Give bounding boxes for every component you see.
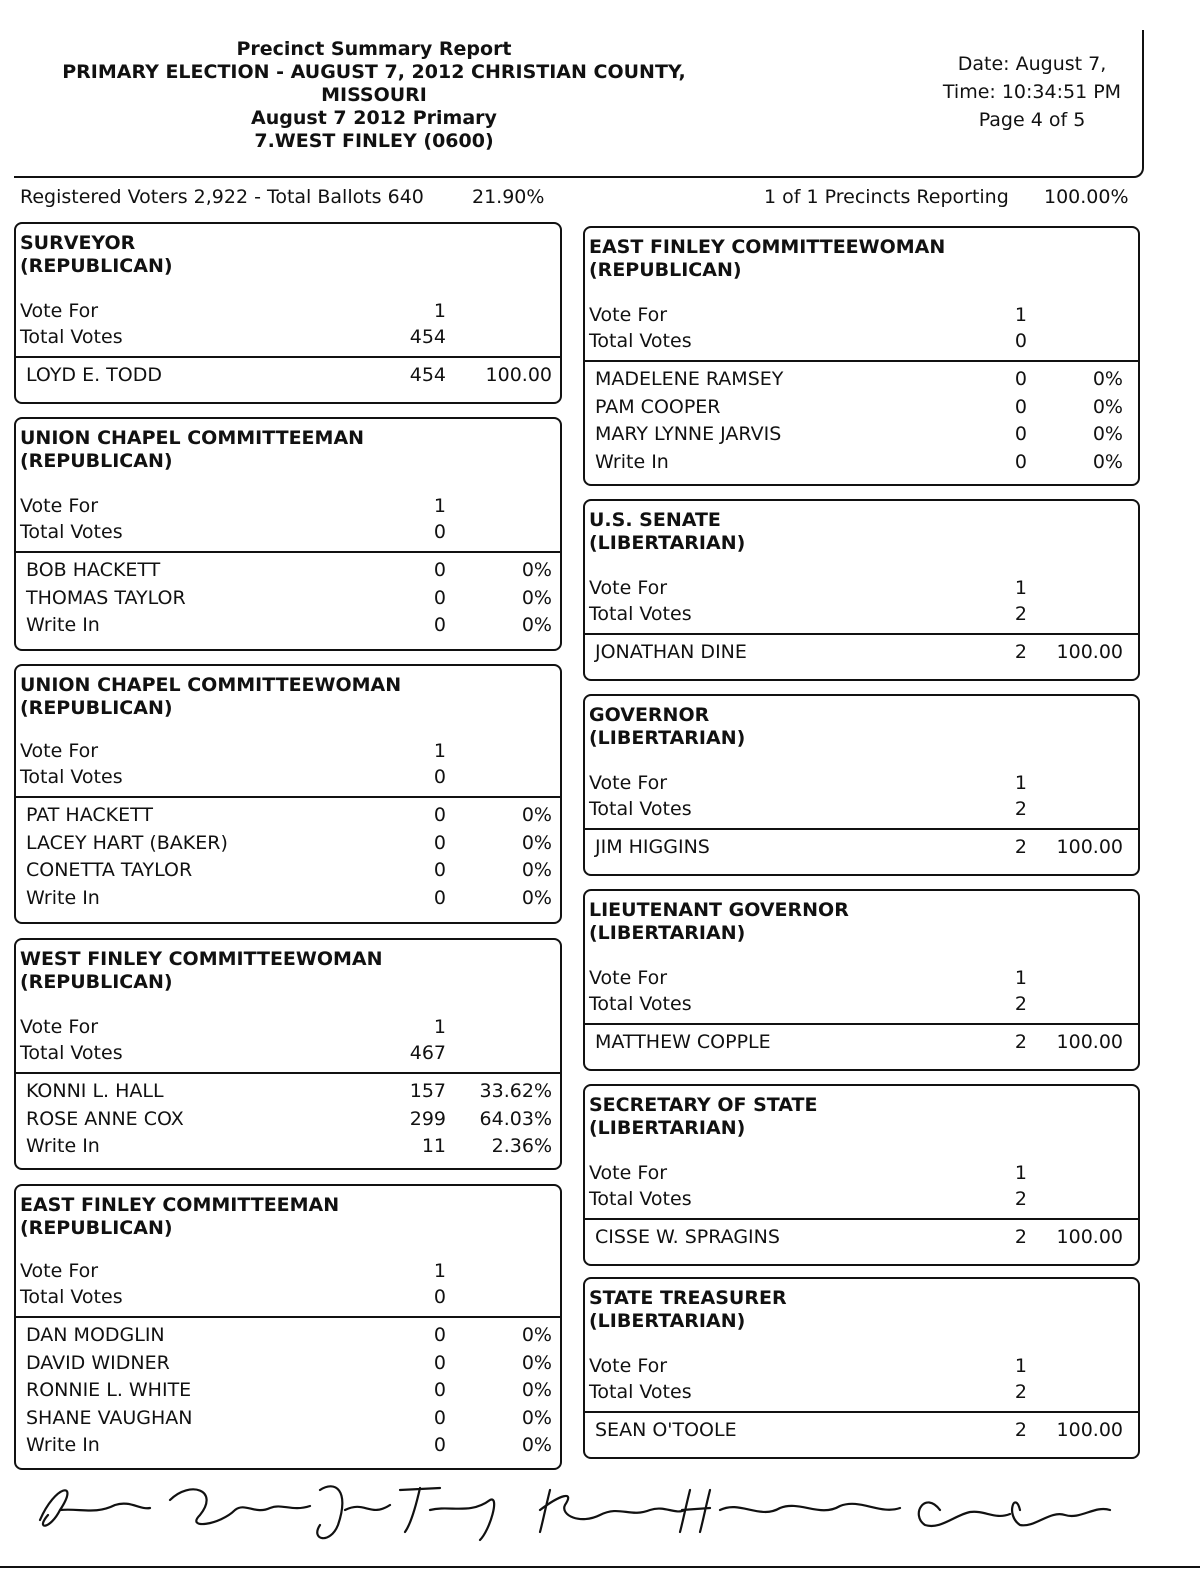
race-title <box>585 1279 1138 1333</box>
race-meta <box>585 1353 1138 1405</box>
candidate-pct: 0% <box>521 559 552 581</box>
candidate-votes: 2 <box>1014 1031 1027 1053</box>
candidate-row <box>585 449 1138 477</box>
race-party: (REPUBLICAN) <box>20 697 173 719</box>
candidate-pct: 0% <box>1092 395 1123 418</box>
candidate-pct: 100.00 <box>1056 836 1123 858</box>
report-time: Time: 10:34:51 PM <box>942 81 1122 103</box>
total-votes-value: 0 <box>1014 330 1027 352</box>
race-meta <box>585 1160 1138 1212</box>
race-meta <box>585 575 1138 627</box>
candidate-name: JIM HIGGINS <box>595 836 710 858</box>
candidate-name: Write In <box>26 1434 100 1456</box>
candidate-votes: 0 <box>1014 423 1027 445</box>
candidate-row <box>16 585 560 613</box>
candidate-pct: 0% <box>521 1434 552 1456</box>
candidate-row <box>585 421 1138 449</box>
race-meta <box>16 738 560 790</box>
candidate-row <box>16 885 560 913</box>
candidate-row <box>16 1078 560 1106</box>
total-votes-label: Total Votes <box>589 798 692 820</box>
candidate-row <box>585 834 1138 862</box>
candidate-votes: 2 <box>1014 1226 1027 1248</box>
vote-for-label: Vote For <box>589 304 668 326</box>
report-meta <box>932 50 1132 134</box>
vote-for-label: Vote For <box>20 300 99 322</box>
primary-name: August 7 2012 Primary <box>251 107 497 129</box>
candidate-row <box>16 830 560 858</box>
candidate-votes: 0 <box>433 859 446 881</box>
vote-for-value: 1 <box>1014 1355 1027 1377</box>
vote-for-value: 1 <box>1014 1162 1027 1184</box>
candidate-list <box>16 798 560 912</box>
candidate-name: RONNIE L. WHITE <box>26 1379 192 1401</box>
race-box <box>583 1084 1140 1266</box>
candidate-name: Write In <box>26 1135 100 1157</box>
candidate-row <box>16 1350 560 1378</box>
candidate-pct: 0% <box>521 586 552 609</box>
vote-for-value: 1 <box>1014 577 1027 599</box>
total-votes-label: Total Votes <box>589 330 692 352</box>
race-meta <box>16 298 560 350</box>
total-votes-value: 2 <box>1014 1381 1027 1403</box>
candidate-list <box>585 1220 1138 1252</box>
candidate-row <box>16 1133 560 1161</box>
candidate-votes: 0 <box>433 1434 446 1456</box>
candidate-row <box>16 857 560 885</box>
candidate-row <box>16 1405 560 1433</box>
candidate-list <box>16 358 560 390</box>
vote-for-label: Vote For <box>20 740 99 762</box>
race-box <box>14 938 562 1170</box>
report-date: Date: August 7, <box>957 53 1107 75</box>
vote-for-label: Vote For <box>589 772 668 794</box>
candidate-row <box>16 1377 560 1405</box>
total-votes-value: 2 <box>1014 603 1027 625</box>
race-party: (LIBERTARIAN) <box>589 727 746 749</box>
candidate-name: DAN MODGLIN <box>26 1324 165 1346</box>
total-votes-value: 454 <box>409 326 446 348</box>
candidate-votes: 0 <box>1014 450 1027 473</box>
vote-for-value: 1 <box>1014 772 1027 794</box>
total-votes-label: Total Votes <box>20 326 123 348</box>
vote-for-value: 1 <box>1014 304 1027 326</box>
candidate-row <box>16 1432 560 1460</box>
race-title <box>16 666 560 720</box>
race-meta <box>585 770 1138 822</box>
candidate-votes: 0 <box>433 831 446 854</box>
candidate-list <box>585 830 1138 862</box>
candidate-pct: 0% <box>521 804 552 826</box>
race-meta <box>585 965 1138 1017</box>
vote-for-label: Vote For <box>20 1016 99 1038</box>
candidate-list <box>16 1074 560 1161</box>
vote-for-value: 1 <box>433 1260 446 1282</box>
candidate-pct: 33.62% <box>479 1080 552 1102</box>
candidate-list <box>16 1318 560 1460</box>
total-votes-label: Total Votes <box>20 1042 123 1064</box>
election-name: PRIMARY ELECTION - AUGUST 7, 2012 CHRISTIAN COUNTY, <box>62 61 686 83</box>
candidate-pct: 0% <box>521 1406 552 1429</box>
candidate-pct: 0% <box>521 1379 552 1401</box>
race-party: (REPUBLICAN) <box>20 450 173 472</box>
candidate-votes: 0 <box>433 614 446 636</box>
candidate-pct: 0% <box>521 859 552 881</box>
race-box <box>583 1277 1140 1459</box>
race-title <box>585 228 1138 282</box>
race-box <box>14 417 562 651</box>
race-office: STATE TREASURER <box>589 1287 787 1309</box>
race-party: (REPUBLICAN) <box>20 971 173 993</box>
candidate-name: MARY LYNNE JARVIS <box>595 423 782 445</box>
candidate-pct: 100.00 <box>1056 1031 1123 1053</box>
vote-for-label: Vote For <box>20 495 99 517</box>
race-office: EAST FINLEY COMMITTEEMAN <box>20 1194 340 1216</box>
race-title <box>16 940 560 994</box>
candidate-votes: 2 <box>1014 1419 1027 1441</box>
candidate-votes: 0 <box>1014 368 1027 390</box>
race-box <box>14 664 562 924</box>
candidate-pct: 0% <box>521 1351 552 1374</box>
candidate-votes: 0 <box>433 1379 446 1401</box>
reporting-pct: 100.00% <box>1044 186 1129 208</box>
candidate-votes: 11 <box>421 1135 446 1157</box>
candidate-name: MADELENE RAMSEY <box>595 368 784 390</box>
candidate-pct: 100.00 <box>1056 1226 1123 1248</box>
candidate-row <box>16 1106 560 1134</box>
vote-for-value: 1 <box>433 740 446 762</box>
race-party: (LIBERTARIAN) <box>589 922 746 944</box>
candidate-row <box>585 1417 1138 1445</box>
race-meta <box>585 302 1138 354</box>
candidate-votes: 2 <box>1014 641 1027 663</box>
candidate-list <box>585 1025 1138 1057</box>
vote-for-value: 1 <box>1014 967 1027 989</box>
candidate-row <box>585 394 1138 422</box>
total-votes-label: Total Votes <box>20 1286 123 1308</box>
candidate-row <box>585 1029 1138 1057</box>
race-office: SECRETARY OF STATE <box>589 1094 818 1116</box>
candidate-votes: 0 <box>433 559 446 581</box>
candidate-pct: 100.00 <box>485 364 552 386</box>
candidate-name: ROSE ANNE COX <box>26 1107 184 1130</box>
race-meta <box>16 1258 560 1310</box>
candidate-name: KONNI L. HALL <box>26 1080 164 1102</box>
signature-scribbles <box>20 1470 1140 1560</box>
candidate-list <box>585 1413 1138 1445</box>
race-box <box>583 226 1140 486</box>
candidate-name: Write In <box>595 450 669 473</box>
candidate-row <box>585 639 1138 667</box>
race-office: LIEUTENANT GOVERNOR <box>589 899 849 921</box>
race-box <box>583 889 1140 1071</box>
race-party: (REPUBLICAN) <box>589 259 742 281</box>
race-meta <box>16 493 560 545</box>
candidate-list <box>585 635 1138 667</box>
race-title <box>585 696 1138 750</box>
candidate-pct: 0% <box>1092 368 1123 390</box>
candidate-votes: 0 <box>433 804 446 826</box>
race-office: SURVEYOR <box>20 232 136 254</box>
report-title-block <box>14 30 734 153</box>
candidate-votes: 0 <box>433 1324 446 1346</box>
candidate-list <box>585 362 1138 476</box>
candidate-name: JONATHAN DINE <box>595 641 747 663</box>
candidate-row <box>16 802 560 830</box>
election-state: MISSOURI <box>321 84 427 106</box>
candidate-name: DAVID WIDNER <box>26 1351 170 1374</box>
vote-for-value: 1 <box>433 1016 446 1038</box>
candidate-name: SHANE VAUGHAN <box>26 1406 193 1429</box>
race-office: GOVERNOR <box>589 704 710 726</box>
candidate-name: CONETTA TAYLOR <box>26 859 193 881</box>
candidate-row <box>16 557 560 585</box>
vote-for-label: Vote For <box>589 1355 668 1377</box>
candidate-votes: 0 <box>1014 395 1027 418</box>
candidate-name: PAT HACKETT <box>26 804 153 826</box>
total-votes-value: 467 <box>409 1042 446 1064</box>
precincts-reporting: 1 of 1 Precincts Reporting <box>764 186 1009 208</box>
registered-voters: Registered Voters 2,922 - Total Ballots 640 <box>20 186 424 208</box>
race-title <box>16 1186 560 1240</box>
total-votes-label: Total Votes <box>589 1381 692 1403</box>
precinct-name: 7.WEST FINLEY (0600) <box>254 130 494 152</box>
total-votes-value: 0 <box>433 766 446 788</box>
race-box <box>583 499 1140 681</box>
total-votes-value: 2 <box>1014 1188 1027 1210</box>
report-title: Precinct Summary Report <box>236 38 512 60</box>
candidate-name: Write In <box>26 614 100 636</box>
vote-for-label: Vote For <box>589 577 668 599</box>
total-votes-label: Total Votes <box>589 993 692 1015</box>
total-votes-label: Total Votes <box>20 766 123 788</box>
race-office: UNION CHAPEL COMMITTEEWOMAN <box>20 674 402 696</box>
candidate-name: LACEY HART (BAKER) <box>26 831 228 854</box>
race-box <box>14 222 562 404</box>
candidate-name: MATTHEW COPPLE <box>595 1031 771 1053</box>
candidate-pct: 0% <box>521 614 552 636</box>
candidate-votes: 299 <box>409 1107 446 1130</box>
candidate-pct: 0% <box>521 1324 552 1346</box>
vote-for-value: 1 <box>433 495 446 517</box>
turnout-pct: 21.90% <box>472 186 545 208</box>
race-title <box>585 891 1138 945</box>
total-votes-value: 2 <box>1014 798 1027 820</box>
race-title <box>585 1086 1138 1140</box>
race-party: (LIBERTARIAN) <box>589 1117 746 1139</box>
candidate-votes: 0 <box>433 1351 446 1374</box>
race-box <box>14 1184 562 1470</box>
page-number: Page 4 of 5 <box>978 109 1086 131</box>
candidate-list <box>16 553 560 640</box>
candidate-name: CISSE W. SPRAGINS <box>595 1226 780 1248</box>
candidate-row <box>16 612 560 640</box>
race-office: UNION CHAPEL COMMITTEEMAN <box>20 427 365 449</box>
candidate-pct: 0% <box>1092 423 1123 445</box>
vote-for-label: Vote For <box>589 967 668 989</box>
race-party: (REPUBLICAN) <box>20 1217 173 1239</box>
candidate-name: LOYD E. TODD <box>26 364 163 386</box>
candidate-votes: 454 <box>409 364 446 386</box>
candidate-pct: 2.36% <box>491 1135 552 1157</box>
race-office: WEST FINLEY COMMITTEEWOMAN <box>20 948 383 970</box>
report-header <box>14 30 1144 178</box>
race-meta <box>16 1014 560 1066</box>
total-votes-value: 0 <box>433 1286 446 1308</box>
total-votes-value: 2 <box>1014 993 1027 1015</box>
candidate-row <box>585 366 1138 394</box>
candidate-row <box>585 1224 1138 1252</box>
race-party: (REPUBLICAN) <box>20 255 173 277</box>
race-office: EAST FINLEY COMMITTEEWOMAN <box>589 236 946 258</box>
total-votes-label: Total Votes <box>589 603 692 625</box>
candidate-votes: 0 <box>433 886 446 909</box>
race-party: (LIBERTARIAN) <box>589 532 746 554</box>
candidate-name: SEAN O'TOOLE <box>595 1419 737 1441</box>
candidate-votes: 0 <box>433 1406 446 1429</box>
candidate-row <box>16 362 560 390</box>
race-title <box>16 224 560 278</box>
signatures <box>20 1470 1140 1560</box>
race-office: U.S. SENATE <box>589 509 721 531</box>
candidate-votes: 0 <box>433 586 446 609</box>
candidate-row <box>16 1322 560 1350</box>
race-box <box>583 694 1140 876</box>
total-votes-label: Total Votes <box>589 1188 692 1210</box>
candidate-pct: 100.00 <box>1056 1419 1123 1441</box>
candidate-pct: 64.03% <box>479 1107 552 1130</box>
candidate-pct: 0% <box>1092 450 1123 473</box>
candidate-pct: 100.00 <box>1056 641 1123 663</box>
race-title <box>585 501 1138 555</box>
total-votes-label: Total Votes <box>20 521 123 543</box>
vote-for-label: Vote For <box>20 1260 99 1282</box>
candidate-name: Write In <box>26 886 100 909</box>
vote-for-label: Vote For <box>589 1162 668 1184</box>
candidate-name: BOB HACKETT <box>26 559 161 581</box>
bottom-rule <box>0 1566 1200 1568</box>
vote-for-value: 1 <box>433 300 446 322</box>
candidate-name: THOMAS TAYLOR <box>26 586 186 609</box>
race-party: (LIBERTARIAN) <box>589 1310 746 1332</box>
candidate-name: PAM COOPER <box>595 395 721 418</box>
candidate-votes: 157 <box>409 1080 446 1102</box>
race-title <box>16 419 560 473</box>
candidate-votes: 2 <box>1014 836 1027 858</box>
total-votes-value: 0 <box>433 521 446 543</box>
candidate-pct: 0% <box>521 831 552 854</box>
candidate-pct: 0% <box>521 886 552 909</box>
